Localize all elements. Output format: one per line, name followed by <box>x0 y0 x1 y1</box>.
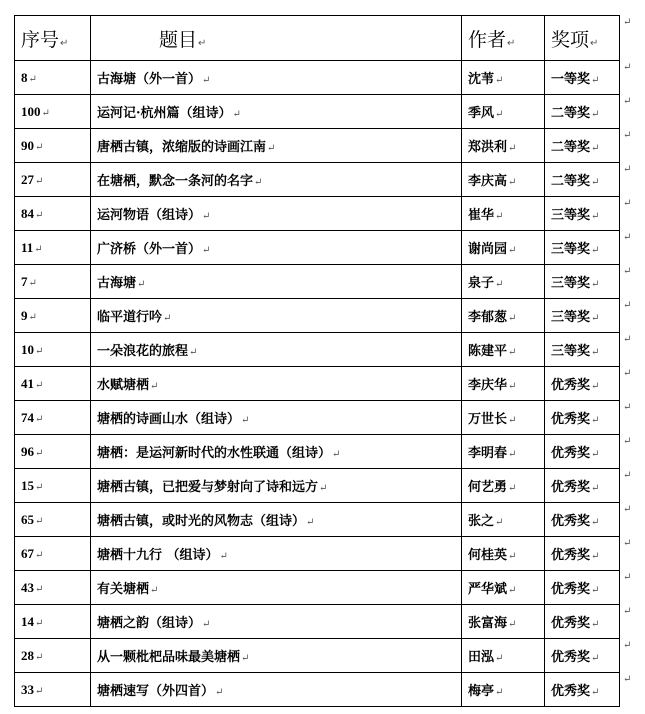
cell-num <box>15 673 91 707</box>
cell-award <box>545 639 620 673</box>
paragraph-mark-icon: ↵ <box>495 517 504 528</box>
cell-title <box>91 435 462 469</box>
paragraph-mark-icon: ↵ <box>591 211 600 222</box>
cell-title <box>91 231 462 265</box>
paragraph-mark-icon: ↵ <box>508 381 517 392</box>
cell-award <box>545 605 620 639</box>
cell-author-text: 郑洪利 <box>468 140 508 155</box>
cell-title <box>91 299 462 333</box>
paragraph-mark-icon: ↵ <box>202 619 211 630</box>
cell-award <box>545 231 620 265</box>
paragraph-mark-icon: ↵ <box>189 347 198 358</box>
paragraph-mark-icon: ↵ <box>495 279 504 290</box>
table-row <box>15 503 620 537</box>
cell-author-text: 陈建平 <box>468 344 508 359</box>
cell-award <box>545 265 620 299</box>
table-row <box>15 571 620 605</box>
cell-title <box>91 503 462 537</box>
paragraph-mark-icon: ↵ <box>495 75 504 86</box>
cell-title <box>91 367 462 401</box>
cell-title-text: 塘栖之韵（组诗） <box>97 616 202 631</box>
cell-award-text: 二等奖 <box>551 140 591 155</box>
cell-num-text: 100 <box>21 103 41 119</box>
paragraph-mark-icon: ↵ <box>232 109 241 120</box>
paragraph-mark-icon: ↵ <box>591 143 600 154</box>
cell-award-text: 优秀奖 <box>551 446 591 461</box>
paragraph-mark-icon: ↵ <box>495 109 504 120</box>
paragraph-mark-icon: ↵ <box>495 211 504 222</box>
cell-num-text: 10 <box>21 341 34 357</box>
cell-author <box>462 61 545 95</box>
cell-author <box>462 639 545 673</box>
paragraph-mark-icon: ↵ <box>591 415 600 426</box>
table-row <box>15 129 620 163</box>
cell-title-text: 塘栖速写（外四首） <box>97 684 215 699</box>
cell-title <box>91 571 462 605</box>
cell-award <box>545 503 620 537</box>
cell-num <box>15 571 91 605</box>
paragraph-mark-icon: ↵ <box>508 177 517 188</box>
cell-award-text: 优秀奖 <box>551 548 591 563</box>
cell-author-text: 万世长 <box>468 412 508 427</box>
cell-author-text: 梅亭 <box>468 684 495 699</box>
cell-title-text: 塘栖：是运河新时代的水性联通（组诗） <box>97 446 332 461</box>
cell-award-text: 优秀奖 <box>551 616 591 631</box>
cell-num-text: 14 <box>21 613 34 629</box>
cell-num-text: 84 <box>21 205 34 221</box>
paragraph-mark-icon: ↵ <box>591 381 600 392</box>
paragraph-mark-icon: ↵ <box>35 379 44 391</box>
cell-author <box>462 95 545 129</box>
row-end-mark-icon: ↵ <box>623 470 632 481</box>
cell-author <box>462 231 545 265</box>
row-end-mark-icon: ↵ <box>623 402 632 413</box>
cell-author <box>462 537 545 571</box>
cell-title <box>91 333 462 367</box>
row-end-mark-icon: ↵ <box>623 606 632 617</box>
cell-num <box>15 333 91 367</box>
row-end-mark-icon: ↵ <box>623 334 632 345</box>
paragraph-mark-icon: ↵ <box>319 483 328 494</box>
cell-award <box>545 95 620 129</box>
table-row <box>15 401 620 435</box>
cell-author-text: 何艺勇 <box>468 480 508 495</box>
paragraph-mark-icon: ↵ <box>508 483 517 494</box>
cell-award-text: 二等奖 <box>551 106 591 121</box>
cell-num <box>15 163 91 197</box>
cell-num <box>15 537 91 571</box>
cell-num-text: 65 <box>21 511 34 527</box>
paragraph-mark-icon: ↵ <box>591 551 600 562</box>
header-row <box>15 16 620 61</box>
paragraph-mark-icon: ↵ <box>591 109 600 120</box>
paragraph-mark-icon: ↵ <box>591 75 600 86</box>
cell-award-text: 优秀奖 <box>551 684 591 699</box>
paragraph-mark-icon: ↵ <box>241 415 250 426</box>
cell-num-text: 67 <box>21 545 34 561</box>
table-row <box>15 95 620 129</box>
cell-author-text: 李明春 <box>468 446 508 461</box>
paragraph-mark-icon: ↵ <box>591 619 600 630</box>
cell-author <box>462 503 545 537</box>
cell-num-text: 28 <box>21 647 34 663</box>
cell-award-text: 三等奖 <box>551 276 591 291</box>
table-row <box>15 367 620 401</box>
cell-title-text: 运河记·杭州篇（组诗） <box>97 106 232 121</box>
table-row <box>15 639 620 673</box>
cell-author <box>462 401 545 435</box>
paragraph-mark-icon: ↵ <box>219 551 228 562</box>
cell-title <box>91 639 462 673</box>
table-row <box>15 265 620 299</box>
cell-award <box>545 129 620 163</box>
cell-num <box>15 299 91 333</box>
cell-award-text: 三等奖 <box>551 310 591 325</box>
cell-author <box>462 299 545 333</box>
paragraph-mark-icon: ↵ <box>241 653 250 664</box>
cell-title <box>91 537 462 571</box>
cell-title-text: 一朵浪花的旅程 <box>97 344 189 359</box>
paragraph-mark-icon: ↵ <box>35 481 44 493</box>
table-row <box>15 537 620 571</box>
cell-author-text: 严华斌 <box>468 582 508 597</box>
row-end-mark-icon: ↵ <box>623 674 632 685</box>
cell-award <box>545 435 620 469</box>
cell-num-text: 7 <box>21 273 28 289</box>
paragraph-mark-icon: ↵ <box>35 447 44 459</box>
paragraph-mark-icon: ↵ <box>35 141 44 153</box>
paragraph-mark-icon: ↵ <box>35 617 44 629</box>
paragraph-mark-icon: ↵ <box>495 687 504 698</box>
cell-title-text: 临平道行吟 <box>97 310 163 325</box>
table-row <box>15 163 620 197</box>
cell-title-text: 古海塘（外一首） <box>97 72 202 87</box>
paragraph-mark-icon: ↵ <box>332 449 341 460</box>
cell-author-text: 崔华 <box>468 208 495 223</box>
paragraph-mark-icon: ↵ <box>590 37 599 49</box>
row-end-mark-icon: ↵ <box>623 436 632 447</box>
paragraph-mark-icon: ↵ <box>198 37 207 49</box>
cell-num-text: 9 <box>21 307 28 323</box>
paragraph-mark-icon: ↵ <box>35 515 44 527</box>
cell-award <box>545 299 620 333</box>
cell-title-text: 水赋塘栖 <box>97 378 150 393</box>
row-end-mark-icon: ↵ <box>623 300 632 311</box>
cell-author <box>462 469 545 503</box>
paragraph-mark-icon: ↵ <box>507 37 516 49</box>
paragraph-mark-icon: ↵ <box>508 415 517 426</box>
cell-author <box>462 605 545 639</box>
cell-author <box>462 163 545 197</box>
cell-title-text: 广济桥（外一首） <box>97 242 202 257</box>
row-end-mark-icon: ↵ <box>623 164 632 175</box>
cell-title-text: 古海塘 <box>97 276 137 291</box>
cell-title-text: 唐栖古镇，浓缩版的诗画江南 <box>97 140 267 155</box>
cell-award <box>545 163 620 197</box>
cell-author-text: 季风 <box>468 106 495 121</box>
table-row <box>15 197 620 231</box>
cell-num-text: 11 <box>21 239 34 255</box>
paragraph-mark-icon: ↵ <box>508 551 517 562</box>
paragraph-mark-icon: ↵ <box>35 175 44 187</box>
cell-award-text: 一等奖 <box>551 72 591 87</box>
cell-award-text: 优秀奖 <box>551 412 591 427</box>
cell-author-text: 田泓 <box>468 650 495 665</box>
cell-award <box>545 61 620 95</box>
cell-title <box>91 129 462 163</box>
cell-award-text: 优秀奖 <box>551 514 591 529</box>
paragraph-mark-icon: ↵ <box>591 449 600 460</box>
paragraph-mark-icon: ↵ <box>150 585 159 596</box>
cell-award-text: 三等奖 <box>551 242 591 257</box>
header-award: 奖项↵ <box>545 16 620 61</box>
cell-title <box>91 61 462 95</box>
cell-title-text: 塘栖古镇，已把爱与梦射向了诗和远方 <box>97 480 319 495</box>
cell-title <box>91 163 462 197</box>
paragraph-mark-icon: ↵ <box>508 449 517 460</box>
cell-title-text: 塘栖的诗画山水（组诗） <box>97 412 241 427</box>
cell-author <box>462 265 545 299</box>
cell-title <box>91 265 462 299</box>
paragraph-mark-icon: ↵ <box>137 279 146 290</box>
paragraph-mark-icon: ↵ <box>35 549 44 561</box>
cell-num-text: 33 <box>21 681 34 697</box>
cell-num <box>15 435 91 469</box>
header-title: 题目↵ <box>91 16 462 61</box>
cell-num-text: 74 <box>21 409 34 425</box>
cell-award <box>545 571 620 605</box>
paragraph-mark-icon: ↵ <box>267 143 276 154</box>
paragraph-mark-icon: ↵ <box>591 653 600 664</box>
paragraph-mark-icon: ↵ <box>306 517 315 528</box>
cell-author-text: 沈苇 <box>468 72 495 87</box>
paragraph-mark-icon: ↵ <box>591 483 600 494</box>
paragraph-mark-icon: ↵ <box>591 517 600 528</box>
cell-author-text: 李郁葱 <box>468 310 508 325</box>
cell-title <box>91 401 462 435</box>
table-row <box>15 673 620 707</box>
paragraph-mark-icon: ↵ <box>35 651 44 663</box>
paragraph-mark-icon: ↵ <box>41 107 50 119</box>
paragraph-mark-icon: ↵ <box>28 277 37 289</box>
cell-author-text: 张之 <box>468 514 495 529</box>
awards-table <box>14 15 620 707</box>
cell-award <box>545 367 620 401</box>
cell-num <box>15 367 91 401</box>
paragraph-mark-icon: ↵ <box>254 177 263 188</box>
paragraph-mark-icon: ↵ <box>495 653 504 664</box>
cell-author <box>462 435 545 469</box>
cell-num <box>15 469 91 503</box>
paragraph-mark-icon: ↵ <box>28 311 37 323</box>
cell-num <box>15 265 91 299</box>
cell-award <box>545 197 620 231</box>
cell-award-text: 三等奖 <box>551 344 591 359</box>
table-row <box>15 469 620 503</box>
row-end-mark-icon: ↵ <box>623 368 632 379</box>
cell-title-text: 塘栖古镇，或时光的风物志（组诗） <box>97 514 306 529</box>
cell-num-text: 15 <box>21 477 34 493</box>
cell-num-text: 90 <box>21 137 34 153</box>
paragraph-mark-icon: ↵ <box>34 243 43 255</box>
table-row <box>15 605 620 639</box>
paragraph-mark-icon: ↵ <box>35 345 44 357</box>
row-end-mark-icon: ↵ <box>623 130 632 141</box>
paragraph-mark-icon: ↵ <box>508 143 517 154</box>
cell-title-text: 从一颗枇杷品味最美塘栖 <box>97 650 241 665</box>
paragraph-mark-icon: ↵ <box>508 585 517 596</box>
header-num: 序号↵ <box>15 16 91 61</box>
paragraph-mark-icon: ↵ <box>591 245 600 256</box>
cell-num-text: 8 <box>21 69 28 85</box>
paragraph-mark-icon: ↵ <box>591 687 600 698</box>
table-row <box>15 61 620 95</box>
paragraph-mark-icon: ↵ <box>35 685 44 697</box>
cell-award-text: 优秀奖 <box>551 378 591 393</box>
paragraph-mark-icon: ↵ <box>591 585 600 596</box>
cell-num-text: 41 <box>21 375 34 391</box>
cell-title-text: 有关塘栖 <box>97 582 150 597</box>
paragraph-mark-icon: ↵ <box>508 619 517 630</box>
cell-author <box>462 367 545 401</box>
paragraph-mark-icon: ↵ <box>28 73 37 85</box>
row-end-mark-icon: ↵ <box>623 17 632 28</box>
paragraph-mark-icon: ↵ <box>591 347 600 358</box>
row-end-mark-icon: ↵ <box>623 232 632 243</box>
paragraph-mark-icon: ↵ <box>591 313 600 324</box>
cell-award-text: 三等奖 <box>551 208 591 223</box>
cell-num <box>15 129 91 163</box>
cell-num-text: 43 <box>21 579 34 595</box>
table-row <box>15 231 620 265</box>
cell-award-text: 优秀奖 <box>551 480 591 495</box>
cell-title-text: 在塘栖，默念一条河的名字 <box>97 174 254 189</box>
row-end-mark-icon: ↵ <box>623 96 632 107</box>
cell-author <box>462 571 545 605</box>
paragraph-mark-icon: ↵ <box>591 177 600 188</box>
cell-award-text: 二等奖 <box>551 174 591 189</box>
cell-award <box>545 537 620 571</box>
cell-num <box>15 231 91 265</box>
cell-title-text: 运河物语（组诗） <box>97 208 202 223</box>
paragraph-mark-icon: ↵ <box>35 413 44 425</box>
cell-award <box>545 469 620 503</box>
cell-author-text: 谢尚园 <box>468 242 508 257</box>
table-row <box>15 333 620 367</box>
cell-author-text: 张富海 <box>468 616 508 631</box>
paragraph-mark-icon: ↵ <box>35 583 44 595</box>
paragraph-mark-icon: ↵ <box>163 313 172 324</box>
cell-author-text: 泉子 <box>468 276 495 291</box>
cell-award <box>545 333 620 367</box>
cell-award <box>545 401 620 435</box>
cell-title <box>91 605 462 639</box>
cell-award-text: 优秀奖 <box>551 582 591 597</box>
paragraph-mark-icon: ↵ <box>35 209 44 221</box>
header-author: 作者↵ <box>462 16 545 61</box>
row-end-mark-icon: ↵ <box>623 572 632 583</box>
cell-author <box>462 129 545 163</box>
cell-author <box>462 333 545 367</box>
cell-num <box>15 503 91 537</box>
row-end-mark-icon: ↵ <box>623 504 632 515</box>
paragraph-mark-icon: ↵ <box>508 313 517 324</box>
paragraph-mark-icon: ↵ <box>508 245 517 256</box>
paragraph-mark-icon: ↵ <box>202 75 211 86</box>
paragraph-mark-icon: ↵ <box>60 37 69 49</box>
cell-num <box>15 401 91 435</box>
row-end-mark-icon: ↵ <box>623 62 632 73</box>
cell-num <box>15 197 91 231</box>
cell-title <box>91 197 462 231</box>
paragraph-mark-icon: ↵ <box>202 211 211 222</box>
row-end-mark-icon: ↵ <box>623 198 632 209</box>
table-row <box>15 435 620 469</box>
cell-num <box>15 95 91 129</box>
cell-num <box>15 61 91 95</box>
paragraph-mark-icon: ↵ <box>150 381 159 392</box>
paragraph-mark-icon: ↵ <box>591 279 600 290</box>
cell-title <box>91 469 462 503</box>
cell-author-text: 何桂英 <box>468 548 508 563</box>
cell-author-text: 李庆高 <box>468 174 508 189</box>
cell-author <box>462 673 545 707</box>
table-row <box>15 299 620 333</box>
cell-num <box>15 605 91 639</box>
cell-title <box>91 673 462 707</box>
cell-author <box>462 197 545 231</box>
paragraph-mark-icon: ↵ <box>508 347 517 358</box>
row-end-mark-icon: ↵ <box>623 640 632 651</box>
cell-title <box>91 95 462 129</box>
cell-num-text: 27 <box>21 171 34 187</box>
cell-num <box>15 639 91 673</box>
row-end-mark-icon: ↵ <box>623 538 632 549</box>
cell-award-text: 优秀奖 <box>551 650 591 665</box>
row-end-mark-icon: ↵ <box>623 266 632 277</box>
cell-num-text: 96 <box>21 443 34 459</box>
paragraph-mark-icon: ↵ <box>215 687 224 698</box>
cell-title-text: 塘栖十九行 （组诗） <box>97 548 219 563</box>
cell-award <box>545 673 620 707</box>
cell-author-text: 李庆华 <box>468 378 508 393</box>
paragraph-mark-icon: ↵ <box>202 245 211 256</box>
